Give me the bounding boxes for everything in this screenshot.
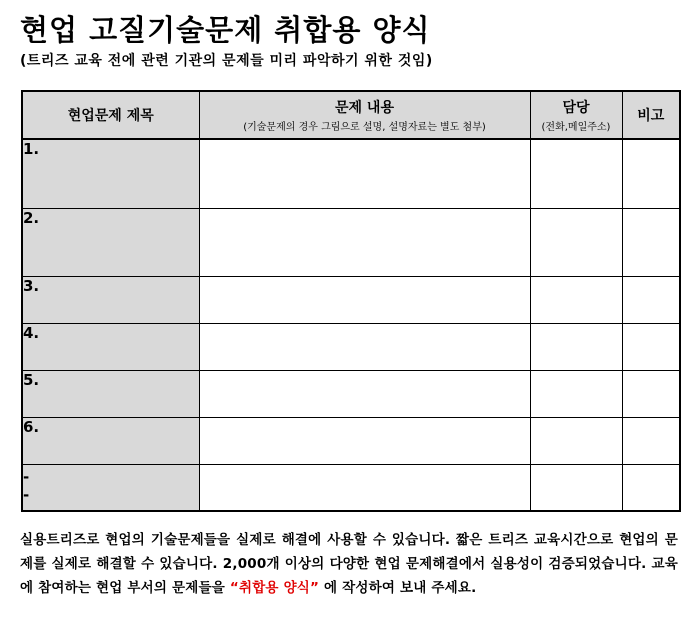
note-text-end: 에 작성하여 보내 주세요. bbox=[319, 580, 477, 596]
content-cell[interactable] bbox=[199, 370, 530, 417]
contact-cell[interactable] bbox=[530, 208, 622, 276]
table-header-row bbox=[22, 91, 680, 139]
contact-cell[interactable] bbox=[530, 417, 622, 464]
table-row bbox=[22, 139, 680, 208]
content-cell[interactable] bbox=[199, 208, 530, 276]
row-number-cell[interactable]: 5. bbox=[22, 370, 199, 417]
column-header-note: (기술문제의 경우 그림으로 설명, 설명자료는 별도 첨부) bbox=[243, 122, 486, 133]
page-title: 현업 고질기술문제 취합용 양식 bbox=[20, 13, 431, 47]
row-number-cell[interactable]: 1. bbox=[22, 139, 199, 208]
table-row bbox=[22, 276, 680, 323]
remark-cell[interactable] bbox=[622, 139, 680, 208]
column-header-content bbox=[199, 91, 530, 139]
column-header-remark bbox=[622, 91, 680, 139]
table-row bbox=[22, 417, 680, 464]
row-number-dash: - bbox=[23, 485, 30, 504]
column-header-label: 비고 bbox=[637, 108, 665, 124]
content-cell[interactable] bbox=[199, 139, 530, 208]
row-number-cell[interactable] bbox=[22, 464, 199, 511]
instruction-note bbox=[20, 528, 678, 600]
remark-cell[interactable] bbox=[622, 464, 680, 511]
remark-cell[interactable] bbox=[622, 276, 680, 323]
remark-cell[interactable] bbox=[622, 370, 680, 417]
form-name-highlight: “취합용 양식” bbox=[229, 580, 320, 596]
contact-cell[interactable] bbox=[530, 370, 622, 417]
remark-cell[interactable] bbox=[622, 208, 680, 276]
table-row bbox=[22, 208, 680, 276]
page-subtitle: (트리즈 교육 전에 관련 기관의 문제들 미리 파악하기 위한 것임) bbox=[20, 53, 433, 69]
content-cell[interactable] bbox=[199, 276, 530, 323]
row-number-cell[interactable]: 2. bbox=[22, 208, 199, 276]
table-row bbox=[22, 464, 680, 511]
content-cell[interactable] bbox=[199, 323, 530, 370]
remark-cell[interactable] bbox=[622, 417, 680, 464]
row-number-dash: - bbox=[23, 467, 30, 486]
contact-cell[interactable] bbox=[530, 276, 622, 323]
column-header-label: 담당 bbox=[562, 100, 590, 116]
row-number-cell[interactable]: 6. bbox=[22, 417, 199, 464]
contact-cell[interactable] bbox=[530, 323, 622, 370]
content-cell[interactable] bbox=[199, 464, 530, 511]
problem-form-table bbox=[21, 90, 681, 512]
contact-cell[interactable] bbox=[530, 139, 622, 208]
content-cell[interactable] bbox=[199, 417, 530, 464]
column-header-label: 현업문제 제목 bbox=[67, 108, 154, 124]
table-row bbox=[22, 370, 680, 417]
column-header-label: 문제 내용 bbox=[335, 100, 394, 116]
note-text: 실용트리즈로 현업의 기술문제들을 실제로 해결에 사용할 수 있습니다. 짧은 트리즈 교육시간으로 현업의 문제를 실제로 해결할 수 있습니다. 2,000개 이상의 다양한 현업 문제해결에서 실용성이 검증되었습니다. 교육에 참여하는 현업 부서의 문제들을 bbox=[20, 532, 678, 596]
contact-cell[interactable] bbox=[530, 464, 622, 511]
remark-cell[interactable] bbox=[622, 323, 680, 370]
column-header-title bbox=[22, 91, 199, 139]
column-header-note: (전화,메일주소) bbox=[541, 122, 611, 133]
row-number-cell[interactable]: 4. bbox=[22, 323, 199, 370]
column-header-contact bbox=[530, 91, 622, 139]
row-number-cell[interactable]: 3. bbox=[22, 276, 199, 323]
table-row bbox=[22, 323, 680, 370]
